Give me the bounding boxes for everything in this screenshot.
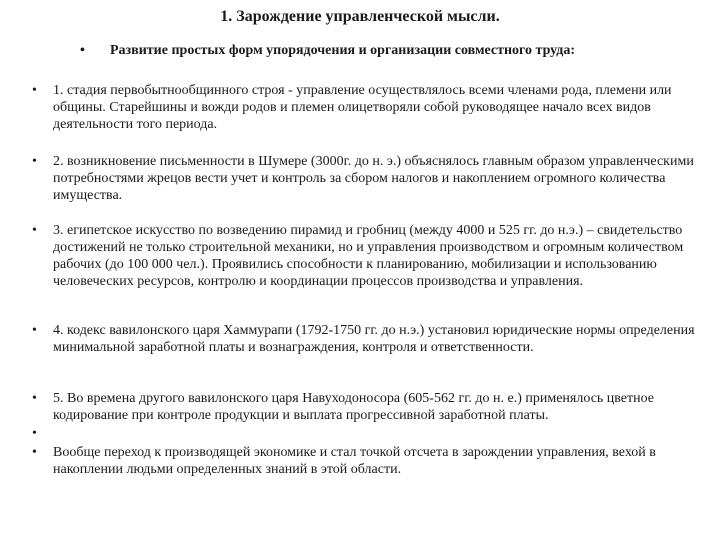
list-item-text: 2. возникновение письменности в Шумере (3000г. до н. э.) объяснялось главным образом управленческими потребностями жрецов вести учет и контроль за сбором налогов и накоплением огромного количества имущества. [53,154,694,203]
bullet-icon: • [32,391,37,406]
list-item-text: Вообще переход к производящей экономике и стал точкой отсчета в зарождении управления, вехой в накоплении людьми определенных знаний в этой области. [53,445,656,477]
list-item-text: 5. Во времена другого вавилонского царя Навуходоносора (605-562 гг. до н. е.) применялось цветное кодирование при контроле продукции и выплата прогрессивной заработной платы. [53,391,655,423]
bullet-icon: • [32,154,37,169]
list-item-text: 4. кодекс вавилонского царя Хаммурапи (1792-1750 гг. до н.э.) установил юридические нормы определения минимальной заработной платы и вознаграждения, контроля и ответственности. [53,323,695,355]
bullet-icon: • [32,426,37,441]
bullet-icon: • [32,83,37,98]
bullet-icon: • [32,445,37,460]
subtitle-text: Развитие простых форм упорядочения и организации совместного труда: [110,43,576,58]
bullet-icon: • [32,323,37,338]
bullet-icon: • [32,223,37,238]
list-item-text: 3. египетское искусство по возведению пирамид и гробниц (между 4000 и 525 гг. до н.э.) – свидетельство достижений не только строительной механики, но и управления производством и огромным количеством рабочих (до 100 000 чел.). Проявились способности к планированию, мобилизации и использованию человеческих ресурсов, контролю и координации процессов производства и управления. [53,223,684,289]
subtitle-bullet: • [80,43,85,58]
slide-title: 1. Зарождение управленческой мысли. [220,8,500,25]
list-item-text: 1. стадия первобытнообщинного строя - управление осуществлялось всеми членами рода, племени или общины. Старейшины и вожди родов и племен олицетворяли собой руководящее начало всех видов деятельности того периода. [53,83,672,132]
